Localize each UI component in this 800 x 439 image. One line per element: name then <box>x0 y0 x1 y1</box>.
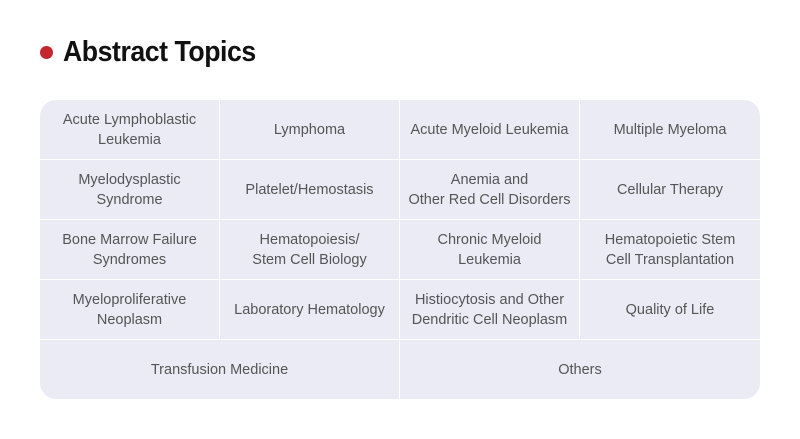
topic-cell: Cellular Therapy <box>580 160 760 220</box>
topic-cell: Quality of Life <box>580 280 760 340</box>
topic-cell-wide: Transfusion Medicine <box>40 340 400 399</box>
topic-cell: Lymphoma <box>220 100 400 160</box>
topic-cell: Multiple Myeloma <box>580 100 760 160</box>
topic-cell: Acute Lymphoblastic Leukemia <box>40 100 220 160</box>
topic-cell: Myelodysplastic Syndrome <box>40 160 220 220</box>
section-header <box>40 34 273 70</box>
topics-grid <box>40 100 760 399</box>
topic-cell-wide: Others <box>558 361 602 378</box>
page-title: Abstract Topics <box>63 35 256 68</box>
topic-cell: Hematopoietic Stem Cell Transplantation <box>580 220 760 280</box>
topic-cell: Myeloproliferative Neoplasm <box>40 280 220 340</box>
topic-cell: Bone Marrow Failure Syndromes <box>40 220 220 280</box>
topic-cell: Histiocytosis and Other Dendritic Cell Neoplasm <box>400 280 580 340</box>
topic-cell: Laboratory Hematology <box>220 280 400 340</box>
topic-cell: Platelet/Hemostasis <box>220 160 400 220</box>
topic-cell: Acute Myeloid Leukemia <box>400 100 580 160</box>
topic-cell: Anemia and Other Red Cell Disorders <box>400 160 580 220</box>
topic-cell: Chronic Myeloid Leukemia <box>400 220 580 280</box>
topic-cell: Hematopoiesis/ Stem Cell Biology <box>220 220 400 280</box>
bullet-dot-icon <box>40 46 53 59</box>
